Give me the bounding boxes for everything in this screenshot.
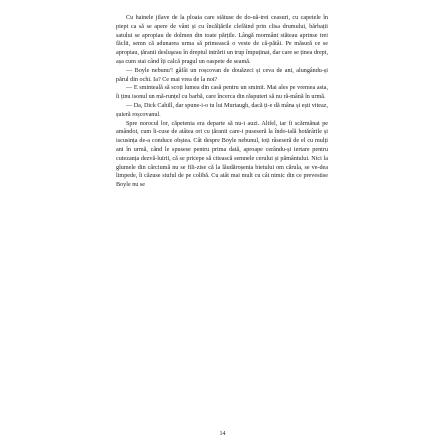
page-number: 14 [219,431,226,437]
paragraph-2: — Boyle nebunu'! gâfâi un roșcovan de douăzeci și ceva de ani, alungându-și părul din ochi. Ia? Ce mai vrea de la noi? [116,67,328,83]
paragraph-3: — E smintealǎ să scoți lumea din casă pentru un sminit. Mai ales pe vremea asta, îi ținu isonul un mă-runțel cu barbă, care încerca din răsputeri să nu ră-mână în urmă. [116,85,328,101]
paragraph-1: Cu hainele jilave de la ploaia care stătuse de do-uă-trei ceasuri, cu capetele în piept ca să se apere de vânt și cu încălțările clefăind prin clisa drumului, bărbații satului se apropiau de dolmen din toate părțile. Lângă mormânt stăteau aprinse trei făclii, semn că adunarea urma să primească o veste de că-pătâi. Pe măsură ce se apropiau, țăranii desluşeau în dreptul intrării un trup împuținat, dar care se ținea drept, așa cum stai când îți calcă pragul un oaspete de seamă. [116,15,328,65]
paragraph-5: Spre norocul lor, căpetenia era departe să nu-i auzi. Altfel, iar fi scărmănat pe amândoi, cum îi-cuse de atâtea ori cu țăranii care-i puseseră la îndo-ială hotărârile și iscusința de-a conduce obștea. Cât despre Boyle nebunul, toți râseseră de el cu mulți ani în urmă, când le spusese pentru prima dată, aproape cerându-și iertare pentru cutezanța dezvă-luirii, că se pricepe să citească semnele cerului și pământului. Nici la glumele din cârciumă nu se fili-zise că la lăudăroșenia bietului om cărula, se ve-dea limpede, îi căzuse stuful de pe colibă. Cu atât mai mult cu cât nimic din ce prevestise Boyle nu se [116,120,328,189]
paragraph-4: — Da, Dick Cahill, dar spune-i-o tu lui Murtaugh, dacă ți-e dă mâna și ești viteaz, șuieră roșcovanul. [116,102,328,118]
body-text [116,14,328,190]
